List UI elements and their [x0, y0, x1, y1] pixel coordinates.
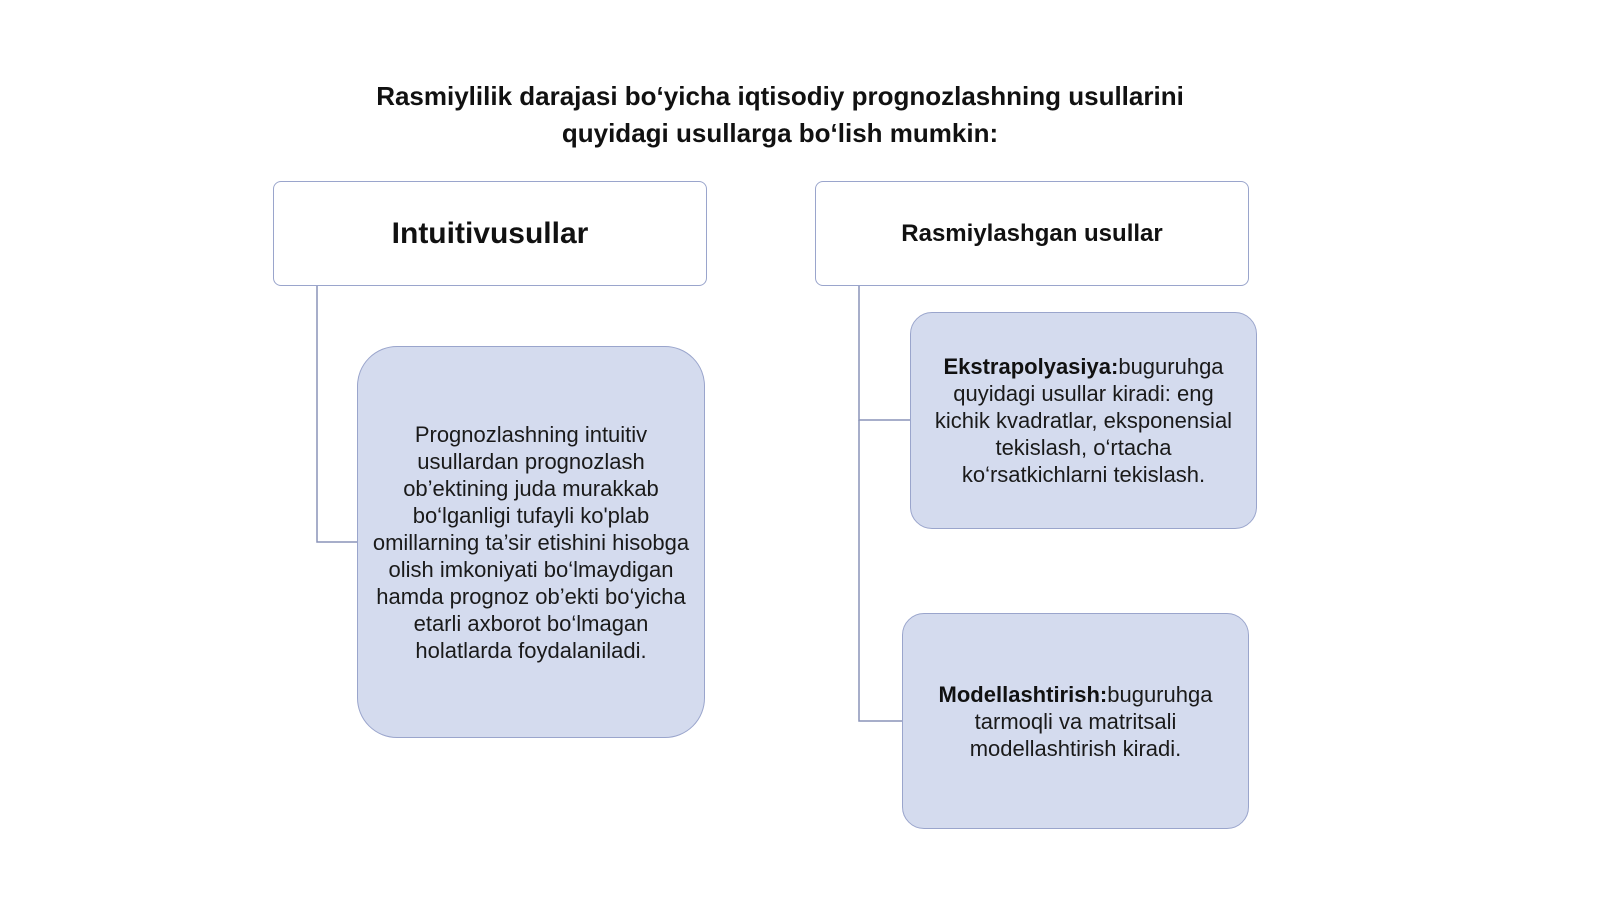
box-modelling [902, 613, 1249, 829]
extrapolation-text [925, 353, 1242, 488]
header-intuitive-methods [273, 181, 707, 286]
title-line-1: Rasmiylilik darajasi bo‘yicha iqtisodiy prognozlashning usullarini [376, 81, 1184, 111]
modelling-term: Modellashtirish: [938, 681, 1108, 707]
box-intuitive-description [357, 346, 705, 738]
title-line-2: quyidagi usullarga bo‘lish mumkin: [561, 118, 999, 148]
extrapolation-term: Ekstrapolyasiya: [943, 354, 1119, 379]
connector-modelling [859, 420, 902, 721]
intuitive-description-text: Prognozlashning intuitiv usullardan prognozlash ob’ektining juda murakkab bo‘lganligi tufayli ko'plab omillarning ta’sir etishini hisobga olish imkoniyati bo‘lmaydigan hamda prognoz ob’ekti bo‘yicha etarli axborot bo‘lmagan holatlarda foydalaniladi. [372, 421, 690, 663]
box-extrapolation [910, 312, 1257, 529]
header-intuitive-label: Intuitivusullar [391, 216, 589, 250]
modelling-text [917, 681, 1234, 762]
connector-extrapolation [859, 286, 910, 420]
connector-intuitive [317, 286, 357, 542]
header-formal-label: Rasmiylashgan usullar [901, 219, 1163, 247]
extrapolation-description: buguruhga quyidagi usullar kiradi: eng kichik kvadratlar, eksponensial tekislash, o‘rtacha ko‘rsatkichlarni tekislash. [934, 354, 1233, 487]
modelling-description: buguruhga tarmoqli va matritsali modellashtirish kiradi. [969, 681, 1213, 761]
header-formal-methods [815, 181, 1249, 286]
